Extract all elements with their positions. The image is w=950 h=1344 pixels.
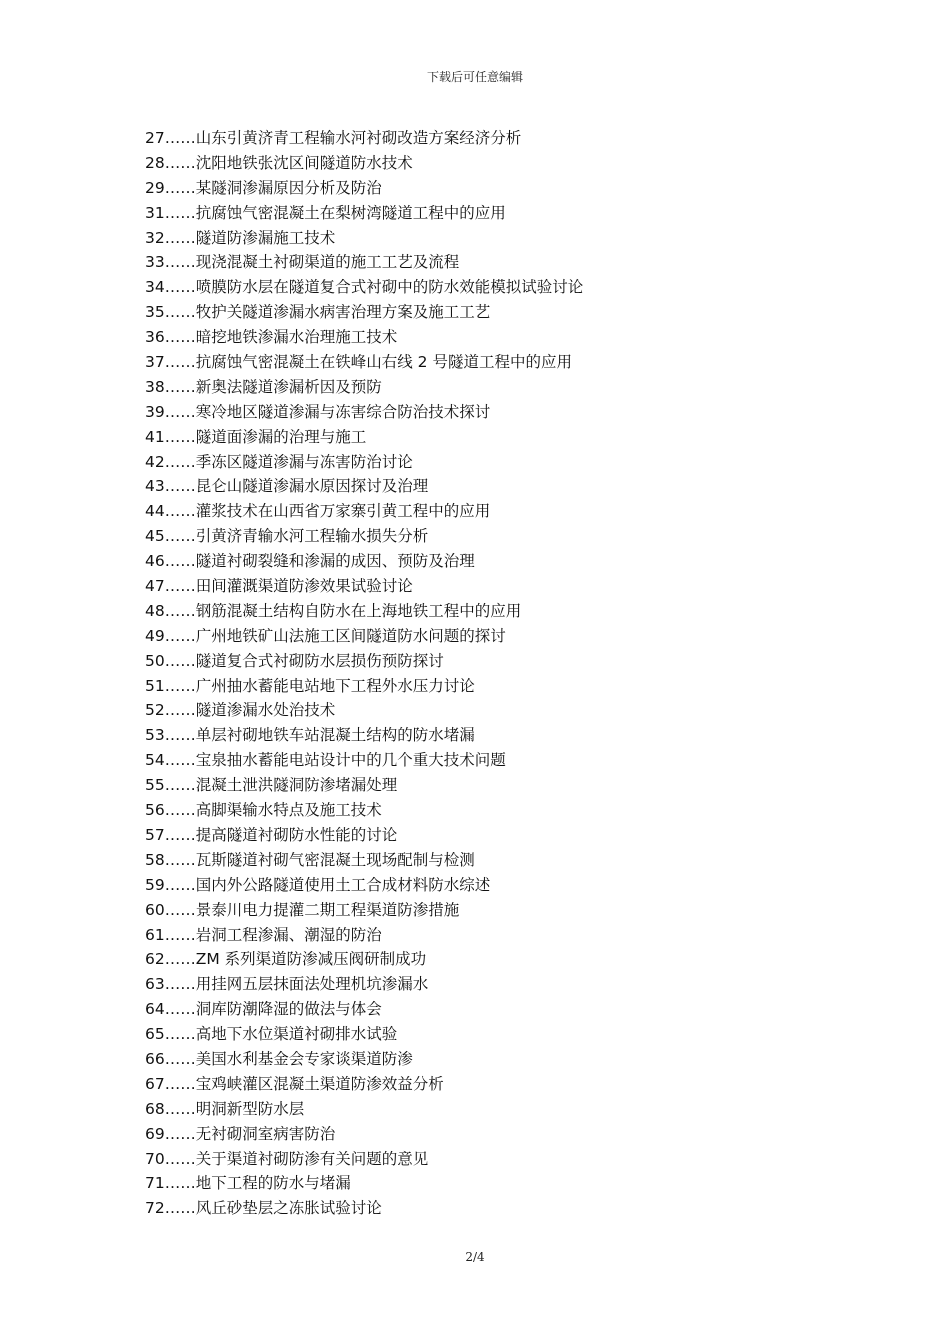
list-item: 38……新奥法隧道渗漏析因及预防 <box>145 377 382 396</box>
list-item: 61……岩洞工程渗漏、潮湿的防治 <box>145 925 382 944</box>
list-item: 64……洞库防潮降湿的做法与体会 <box>145 1000 382 1019</box>
list-item: 42……季冻区隧道渗漏与冻害防治讨论 <box>145 452 413 471</box>
page-header: 下载后可任意编辑 <box>426 70 523 84</box>
list-item: 69……无衬砌洞室病害防治 <box>145 1124 336 1143</box>
list-item: 49……广州地铁矿山法施工区间隧道防水问题的探讨 <box>145 626 506 645</box>
list-item: 48……钢筋混凝土结构自防水在上海地铁工程中的应用 <box>145 601 522 620</box>
list-item: 65……高地下水位渠道衬砌排水试验 <box>145 1025 398 1044</box>
list-item: 62……ZM 系列渠道防渗减压阀研制成功 <box>145 950 427 969</box>
list-item: 59……国内外公路隧道使用土工合成材料防水综述 <box>145 875 491 894</box>
list-item: 52……隧道渗漏水处治技术 <box>145 701 336 720</box>
list-item: 63……用挂网五层抹面法处理机坑渗漏水 <box>145 975 429 994</box>
list-item: 71……地下工程的防水与堵漏 <box>145 1174 351 1193</box>
list-item: 34……喷膜防水层在隧道复合式衬砌中的防水效能模拟试验讨论 <box>145 278 584 297</box>
list-item: 53……单层衬砌地铁车站混凝土结构的防水堵漏 <box>145 726 475 745</box>
list-item: 32……隧道防渗漏施工技术 <box>145 228 336 247</box>
list-item: 39……寒冷地区隧道渗漏与冻害综合防治技术探讨 <box>145 402 491 421</box>
list-item: 70……关于渠道衬砌防渗有关问题的意见 <box>145 1149 429 1168</box>
list-item: 47……田间灌溉渠道防渗效果试验讨论 <box>145 577 413 596</box>
list-item: 45……引黄济青输水河工程输水损失分析 <box>145 527 429 546</box>
list-item: 44……灌浆技术在山西省万家寨引黄工程中的应用 <box>145 502 491 521</box>
list-item: 67……宝鸡峡灌区混凝土渠道防渗效益分析 <box>145 1074 444 1093</box>
list-item: 35……牧护关隧道渗漏水病害治理方案及施工工艺 <box>145 303 491 322</box>
list-item: 68……明洞新型防水层 <box>145 1099 305 1118</box>
list-item: 37……抗腐蚀气密混凝土在铁峰山右线 2 号隧道工程中的应用 <box>145 353 572 372</box>
list-item: 43……昆仑山隧道渗漏水原因探讨及治理 <box>145 477 429 496</box>
list-item: 29……某隧洞渗漏原因分析及防治 <box>145 178 382 197</box>
list-item: 28……沈阳地铁张沈区间隧道防水技术 <box>145 153 413 172</box>
list-item: 41……隧道面渗漏的治理与施工 <box>145 427 367 446</box>
list-item: 31……抗腐蚀气密混凝土在梨树湾隧道工程中的应用 <box>145 203 506 222</box>
list-item: 58……瓦斯隧道衬砌气密混凝土现场配制与检测 <box>145 850 475 869</box>
list-item: 60……景泰川电力提灌二期工程渠道防渗措施 <box>145 900 460 919</box>
list-item: 56……高脚渠输水特点及施工技术 <box>145 801 382 820</box>
list-item: 72……风丘砂垫层之冻胀试验讨论 <box>145 1199 382 1218</box>
list-item: 50……隧道复合式衬砌防水层损伤预防探讨 <box>145 651 444 670</box>
list-item: 51……广州抽水蓄能电站地下工程外水压力讨论 <box>145 676 475 695</box>
list-item: 57……提高隧道衬砌防水性能的讨论 <box>145 825 398 844</box>
list-item: 66……美国水利基金会专家谈渠道防渗 <box>145 1049 413 1068</box>
list-item: 55……混凝土泄洪隧洞防渗堵漏处理 <box>145 776 398 795</box>
list-item: 27……山东引黄济青工程输水河衬砌改造方案经济分析 <box>145 129 522 147</box>
reference-list <box>145 126 583 1221</box>
list-item: 36……暗挖地铁渗漏水治理施工技术 <box>145 328 398 347</box>
list-item: 46……隧道衬砌裂缝和渗漏的成因、预防及治理 <box>145 552 475 571</box>
page-number: 2/4 <box>465 1250 485 1264</box>
list-item: 54……宝泉抽水蓄能电站设计中的几个重大技术问题 <box>145 751 506 770</box>
list-item: 33……现浇混凝土衬砌渠道的施工工艺及流程 <box>145 253 460 272</box>
